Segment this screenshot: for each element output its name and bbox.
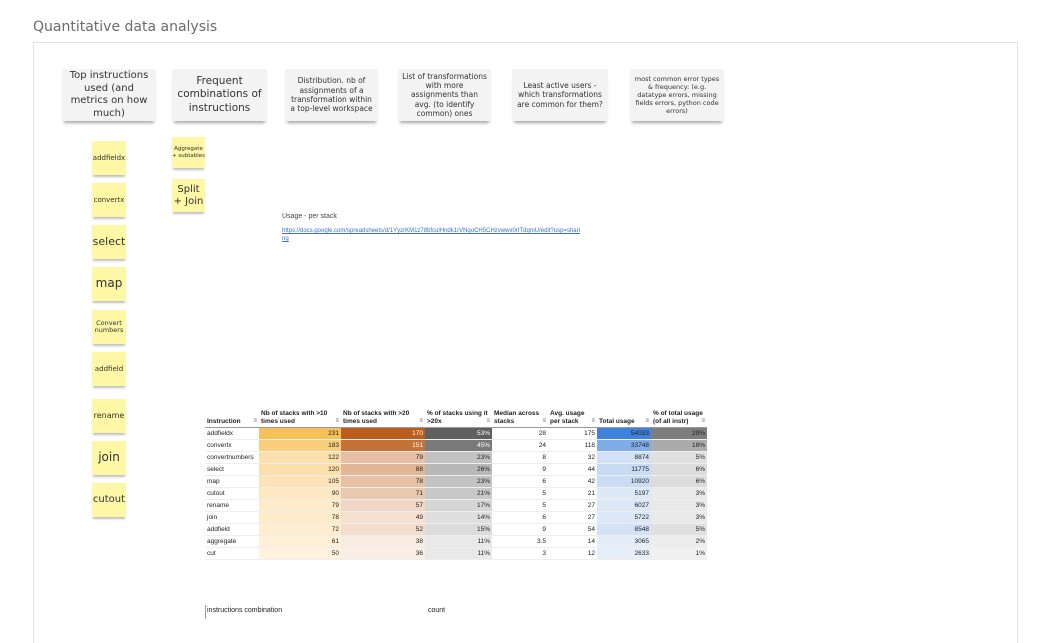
table-cell[interactable]: 52 <box>341 524 425 536</box>
sticky-note-rename[interactable]: rename <box>92 399 126 433</box>
table-cell[interactable]: 6 <box>492 476 548 488</box>
table-cell[interactable]: 151 <box>341 440 425 452</box>
table-cell[interactable]: 12 <box>548 548 597 560</box>
column-header-pct-stacks[interactable]: % of stacks using it >20x ≡ <box>425 410 492 428</box>
table-cell[interactable]: 54 <box>548 524 597 536</box>
table-cell[interactable]: 49 <box>341 512 425 524</box>
table-cell[interactable]: cutout <box>205 488 259 500</box>
table-cell[interactable]: 72 <box>259 524 341 536</box>
table-cell[interactable]: 122 <box>259 452 341 464</box>
table-cell[interactable]: 183 <box>259 440 341 452</box>
table-cell[interactable]: 21% <box>425 488 492 500</box>
table-cell[interactable]: 105 <box>259 476 341 488</box>
header-card-error-types[interactable]: most common error types & frequency: (e.g. datatype errors, missing fields errors, python code errors) <box>630 69 724 121</box>
table-cell[interactable]: 50 <box>259 548 341 560</box>
sticky-note-split-join[interactable]: Split + Join <box>172 179 205 212</box>
table-cell[interactable]: 11% <box>425 548 492 560</box>
table-cell[interactable]: 15% <box>425 524 492 536</box>
table-row[interactable] <box>205 536 707 548</box>
sticky-note-aggregate-subtables[interactable]: Aggregate + subtables <box>172 137 205 168</box>
table-cell[interactable]: convertx <box>205 440 259 452</box>
sticky-note-addfieldx[interactable]: addfieldx <box>92 141 126 175</box>
table-cell[interactable]: 78 <box>259 512 341 524</box>
table-cell[interactable]: addfield <box>205 524 259 536</box>
table-cell[interactable]: 8 <box>492 452 548 464</box>
table-cell[interactable]: 38 <box>341 536 425 548</box>
table-cell[interactable]: 29% <box>651 428 707 440</box>
table-cell[interactable]: 78 <box>341 476 425 488</box>
table-cell[interactable]: 79 <box>341 452 425 464</box>
table-cell[interactable]: rename <box>205 500 259 512</box>
table-cell[interactable]: 175 <box>548 428 597 440</box>
table-cell[interactable]: 36 <box>341 548 425 560</box>
table-cell[interactable]: 5722 <box>597 512 651 524</box>
table-cell[interactable]: 27 <box>548 500 597 512</box>
column-header-pct-total[interactable]: % of total usage (of all instr) ≡ <box>651 410 707 428</box>
table-cell[interactable]: 14% <box>425 512 492 524</box>
column-header-stacks-over-20[interactable]: Nb of stacks with >20 times used ≡ <box>341 410 425 428</box>
header-card-least-active-users[interactable]: Least active users - which transformations are common for them? <box>512 69 608 121</box>
usage-label: Usage - per stack <box>282 213 337 220</box>
table-cell[interactable]: aggregate <box>205 536 259 548</box>
sticky-note-map[interactable]: map <box>92 267 126 301</box>
table-cell[interactable]: cut <box>205 548 259 560</box>
table-row[interactable] <box>205 452 707 464</box>
table-cell[interactable]: select <box>205 464 259 476</box>
table-cell[interactable]: 5 <box>492 488 548 500</box>
table-cell[interactable]: 26% <box>425 464 492 476</box>
table-cell[interactable]: 9 <box>492 524 548 536</box>
table-row[interactable] <box>205 500 707 512</box>
table-cell[interactable]: 33748 <box>597 440 651 452</box>
sticky-note-cutout[interactable]: cutout <box>92 483 126 517</box>
table-row[interactable] <box>205 488 707 500</box>
table-cell[interactable]: 3% <box>651 500 707 512</box>
table-cell[interactable]: 6% <box>651 476 707 488</box>
header-card-distribution[interactable]: Distribution. nb of assignments of a transformation within a top-level workspace <box>285 69 378 121</box>
table-cell[interactable]: 44 <box>548 464 597 476</box>
table-cell[interactable]: 2% <box>651 536 707 548</box>
table-cell[interactable]: 88 <box>341 464 425 476</box>
table-body <box>205 428 707 560</box>
table-cell[interactable]: 120 <box>259 464 341 476</box>
column-header-instruction[interactable]: Instruction ≡ <box>205 410 259 428</box>
table-cell[interactable]: 118 <box>548 440 597 452</box>
table-cell[interactable]: 45% <box>425 440 492 452</box>
column-header-avg-usage[interactable]: Avg. usage per stack ≡ <box>548 410 597 428</box>
usage-table <box>205 410 707 560</box>
table-cell[interactable]: 32 <box>548 452 597 464</box>
table-row[interactable] <box>205 524 707 536</box>
table-row[interactable] <box>205 476 707 488</box>
table-cell[interactable]: 27 <box>548 512 597 524</box>
table-cell[interactable]: 57 <box>341 500 425 512</box>
header-card-frequent-combinations[interactable]: Frequent combinations of instructions <box>172 69 267 121</box>
table-cell[interactable]: 28 <box>492 428 548 440</box>
sticky-note-addfield[interactable]: addfield <box>92 352 126 386</box>
combo-column-instructions[interactable]: instructions combination <box>207 607 283 614</box>
table-cell[interactable]: 23% <box>425 476 492 488</box>
table-cell[interactable]: 8548 <box>597 524 651 536</box>
table-cell[interactable]: 9 <box>492 464 548 476</box>
table-cell[interactable]: 10920 <box>597 476 651 488</box>
table-row[interactable] <box>205 548 707 560</box>
table-cell[interactable]: 170 <box>341 428 425 440</box>
table-cell[interactable]: 11% <box>425 536 492 548</box>
table-cell[interactable]: 71 <box>341 488 425 500</box>
table-cell[interactable]: 5% <box>651 452 707 464</box>
table-cell[interactable]: 54033 <box>597 428 651 440</box>
table-row[interactable] <box>205 428 707 440</box>
table-cell[interactable]: 231 <box>259 428 341 440</box>
table-cell[interactable]: 53% <box>425 428 492 440</box>
header-card-top-instructions[interactable]: Top instructions used (and metrics on how much) <box>62 69 156 121</box>
combo-column-count[interactable]: count <box>428 607 446 614</box>
table-cell[interactable]: 3.5 <box>492 536 548 548</box>
table-row[interactable] <box>205 440 707 452</box>
table-cell[interactable]: 8874 <box>597 452 651 464</box>
table-cell[interactable]: 90 <box>259 488 341 500</box>
table-cell[interactable]: 18% <box>651 440 707 452</box>
table-cell[interactable]: 3065 <box>597 536 651 548</box>
table-cell[interactable]: 14 <box>548 536 597 548</box>
table-cell[interactable]: 2633 <box>597 548 651 560</box>
frame-title: Quantitative data analysis <box>33 19 218 35</box>
table-cell[interactable]: addfieldx <box>205 428 259 440</box>
table-cell[interactable]: 24 <box>492 440 548 452</box>
table-cell[interactable]: 23% <box>425 452 492 464</box>
table-cell[interactable]: 5197 <box>597 488 651 500</box>
table-cell[interactable]: join <box>205 512 259 524</box>
column-header-median[interactable]: Median across stacks ≡ <box>492 410 548 428</box>
table-row[interactable] <box>205 512 707 524</box>
table-cell[interactable]: 21 <box>548 488 597 500</box>
sticky-note-convertx[interactable]: convertx <box>92 183 126 217</box>
table-cell[interactable]: 3 <box>492 548 548 560</box>
table-cell[interactable]: 6 <box>492 512 548 524</box>
sticky-note-join[interactable]: join <box>92 441 126 475</box>
usage-spreadsheet-link[interactable]: https://docs.google.com/spreadsheets/d/1YyzrKM1z78bfculHndk1rVNqoCH5CHzvwwx0rITdqmU/edit?usp=sharing <box>282 228 580 243</box>
table-cell[interactable]: 3% <box>651 488 707 500</box>
sticky-note-convert-numbers[interactable]: Convert numbers <box>92 310 126 344</box>
table-cell[interactable]: 1% <box>651 548 707 560</box>
sticky-note-select[interactable]: select <box>92 225 126 259</box>
table-cell[interactable]: 6027 <box>597 500 651 512</box>
table-header-row <box>205 410 707 428</box>
table-cell[interactable]: 5% <box>651 524 707 536</box>
table-cell[interactable]: 3% <box>651 512 707 524</box>
table-cell[interactable]: 42 <box>548 476 597 488</box>
table-cell[interactable]: 11775 <box>597 464 651 476</box>
header-card-transformations-list[interactable]: List of transformations with more assignments than avg. (to identify common) ones <box>398 69 491 121</box>
table-cell[interactable]: 79 <box>259 500 341 512</box>
table-row[interactable] <box>205 464 707 476</box>
table-cell[interactable]: 6% <box>651 464 707 476</box>
table-cell[interactable]: 17% <box>425 500 492 512</box>
column-header-stacks-over-10[interactable]: Nb of stacks with >10 times used ≡ <box>259 410 341 428</box>
table-cell[interactable]: convertnumbers <box>205 452 259 464</box>
table-cell[interactable]: 61 <box>259 536 341 548</box>
table-cell[interactable]: map <box>205 476 259 488</box>
column-header-total-usage[interactable]: Total usage ≡ <box>597 410 651 428</box>
table-cell[interactable]: 5 <box>492 500 548 512</box>
